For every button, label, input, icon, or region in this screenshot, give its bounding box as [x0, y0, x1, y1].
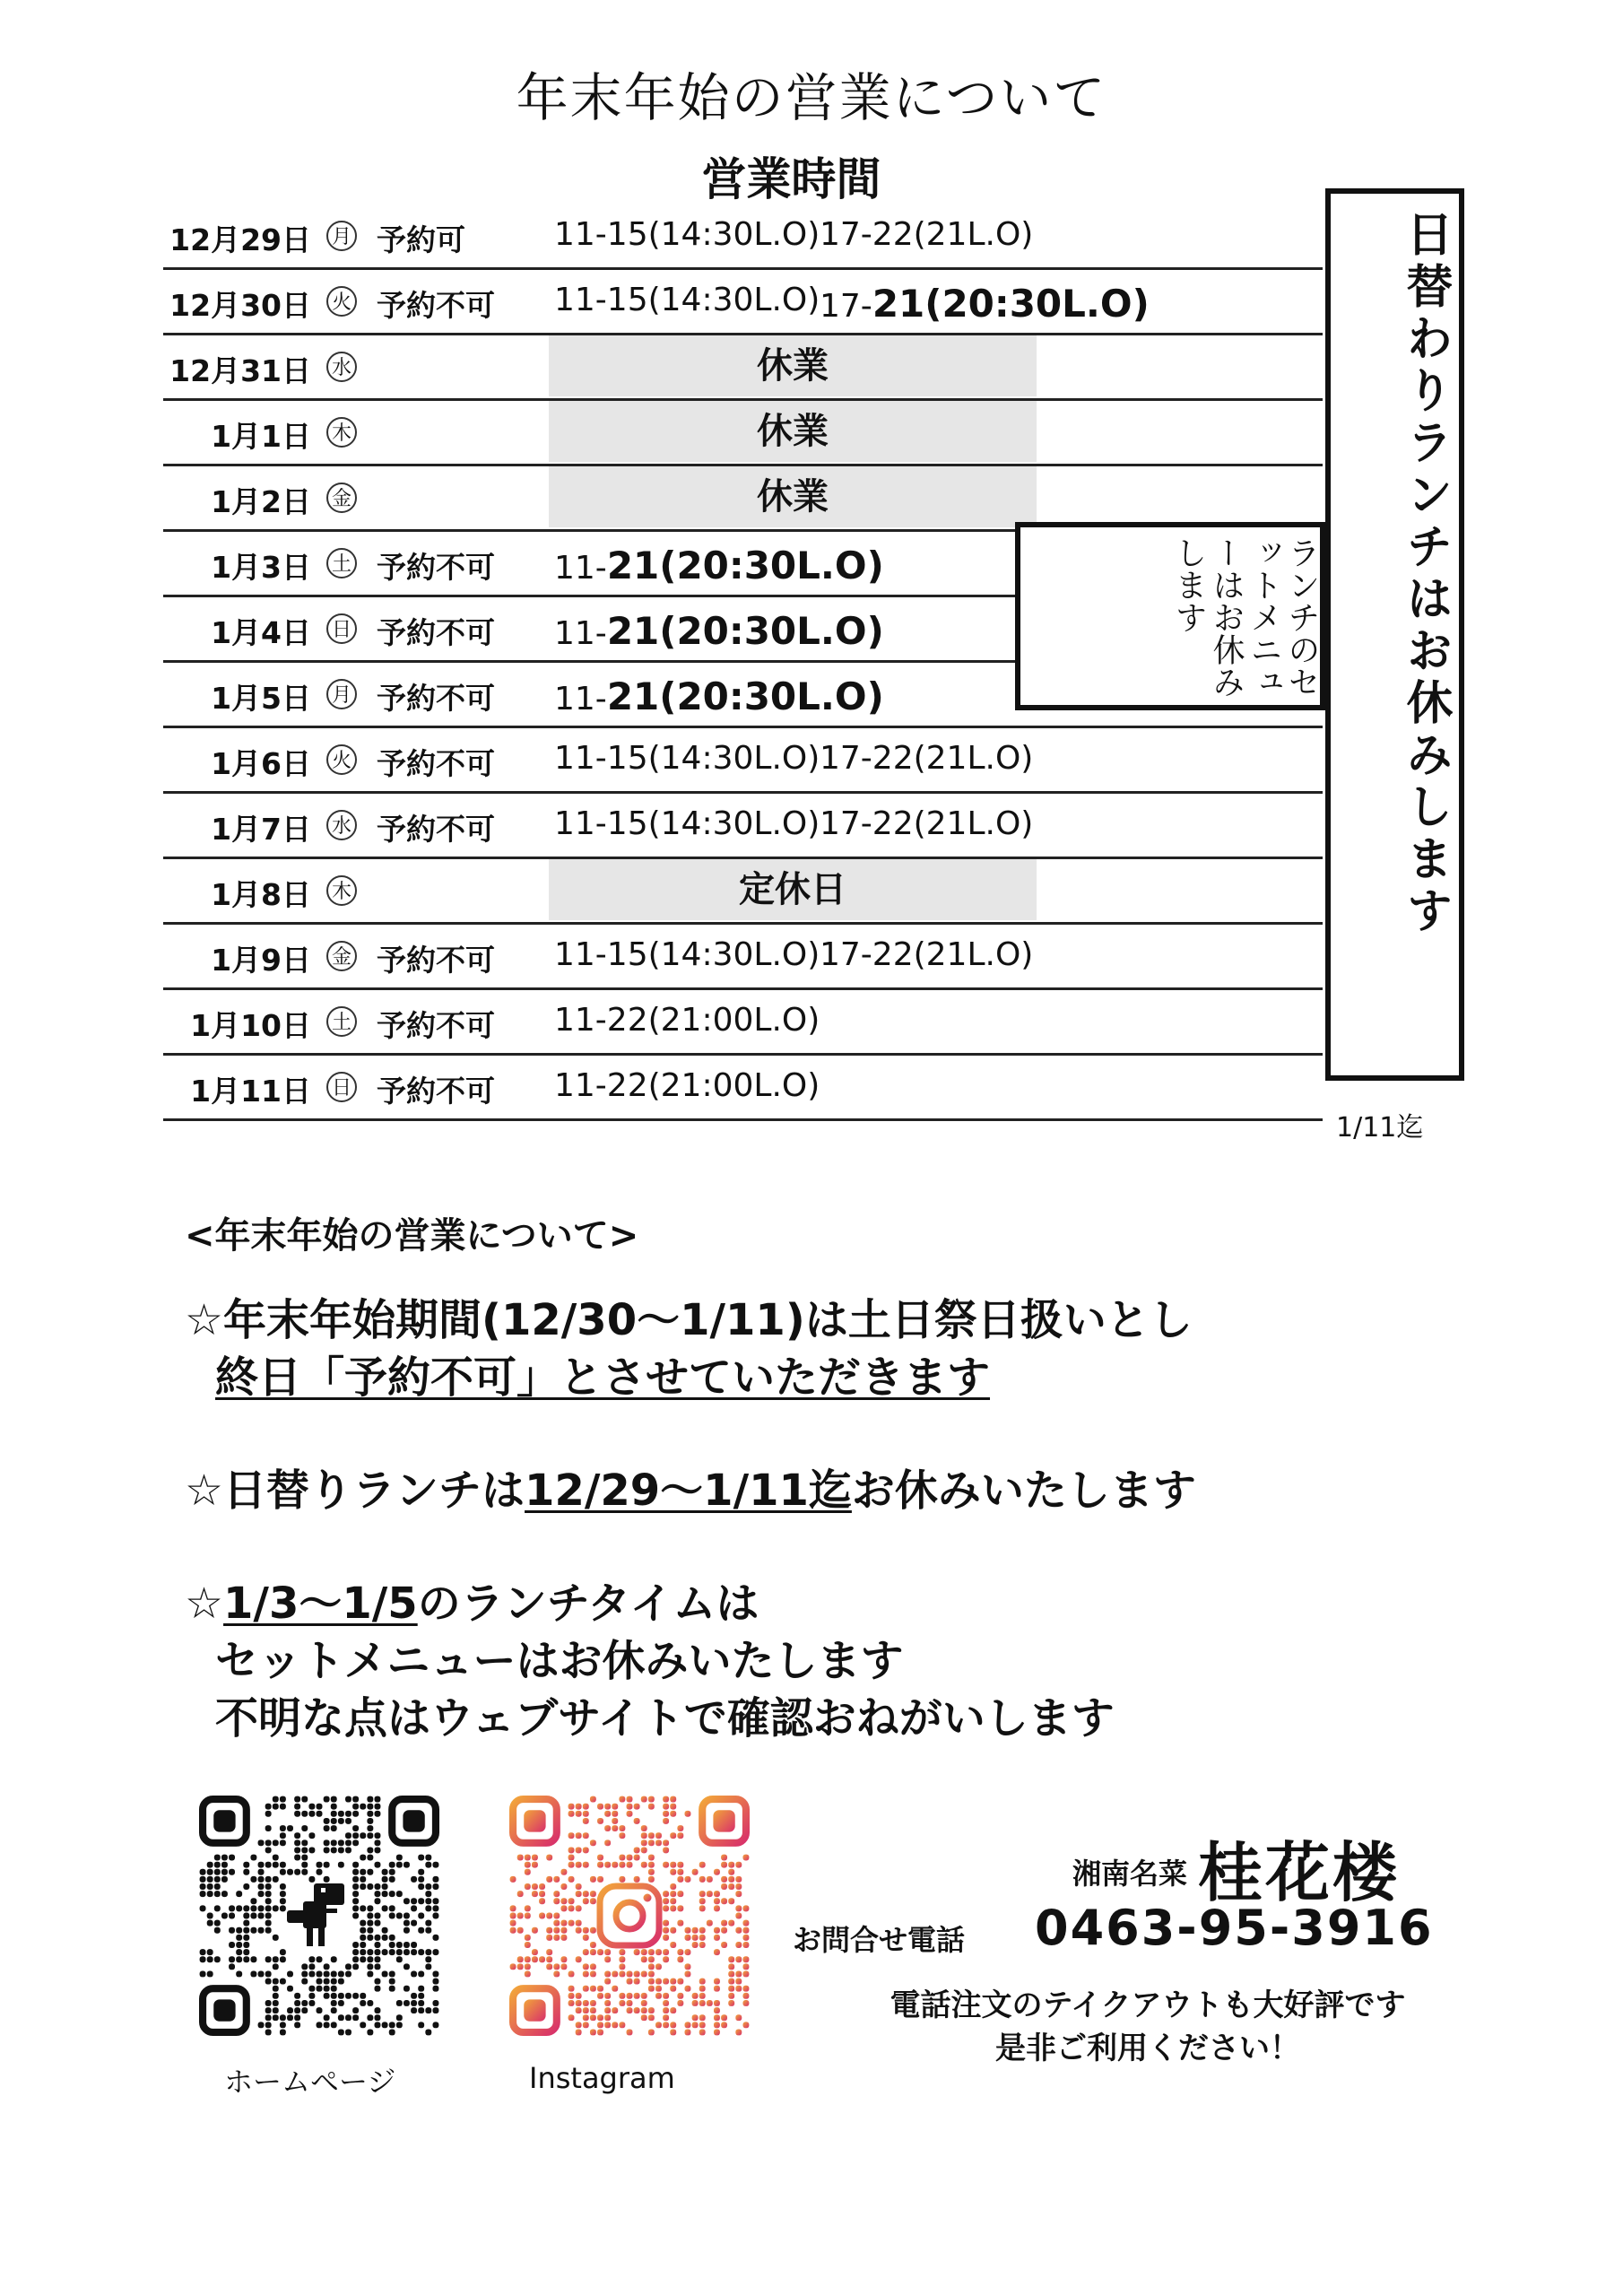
row-time-1: 11-22(21:00L.O)	[554, 1002, 820, 1039]
row-date: 1月1日	[211, 419, 311, 454]
takeout-line-1: 電話注文のテイクアウトも大好評です	[890, 1987, 1406, 2023]
note-1-line-2: 終日「予約不可」とさせていただきます	[215, 1352, 991, 1403]
row-closed: 休業	[549, 466, 1037, 527]
row-weekday: 木	[326, 417, 357, 448]
row-time-2-prefix: 17-	[820, 288, 872, 325]
note-3-star: ☆	[185, 1578, 224, 1629]
row-time-1: 11-22(21:00L.O)	[554, 1067, 820, 1104]
row-weekday: 水	[326, 352, 357, 382]
schedule-row	[163, 270, 1323, 335]
row-weekday: 金	[326, 483, 357, 513]
row-time-1: 11-15(14:30L.O)	[554, 216, 820, 253]
row-date: 1月3日	[211, 550, 311, 585]
note-2	[185, 1462, 1196, 1519]
row-date: 1月11日	[190, 1074, 311, 1109]
schedule-row	[163, 1056, 1323, 1121]
row-reservation: 予約不可	[377, 615, 495, 650]
row-date: 12月31日	[169, 353, 311, 388]
row-time-2	[820, 282, 1150, 326]
row-reservation: 予約不可	[377, 943, 495, 978]
row-time-2: 17-22(21L.O)	[820, 740, 1034, 777]
row-reservation: 予約不可	[377, 1074, 495, 1109]
daily-lunch-notice-text: 日替わりランチはお休みします	[1398, 210, 1452, 938]
note-3-line-3: 不明な点はウェブサイトで確認おねがいします	[215, 1693, 1115, 1744]
row-closed: 休業	[549, 401, 1037, 462]
row-weekday: 月	[326, 679, 357, 709]
row-time-1-prefix: 11-	[554, 615, 607, 652]
row-time-2: 17-22(21L.O)	[820, 805, 1034, 842]
schedule-row	[163, 859, 1323, 925]
row-time-2: 17-22(21L.O)	[820, 216, 1034, 253]
schedule-row	[163, 204, 1323, 270]
row-date: 12月29日	[169, 222, 311, 257]
set-menu-notice-box	[1015, 522, 1325, 710]
row-weekday: 日	[326, 613, 357, 644]
instagram-qr-code[interactable]	[509, 1796, 750, 2036]
schedule-row	[163, 794, 1323, 859]
phone-number[interactable]: 0463-95-3916	[1035, 1900, 1434, 1956]
row-weekday: 火	[326, 286, 357, 317]
row-closed: 休業	[549, 335, 1037, 396]
row-time-1	[554, 544, 884, 587]
contact-label: お問合せ電話	[793, 1923, 966, 1957]
shop-name: 桂花楼	[1198, 1835, 1401, 1910]
shop-subtitle: 湘南名菜	[1072, 1857, 1188, 1891]
row-weekday: 金	[326, 941, 357, 971]
dinosaur-icon	[287, 1883, 344, 1946]
row-reservation: 予約不可	[377, 1008, 495, 1043]
row-time-1: 11-15(14:30L.O)	[554, 740, 820, 777]
note-3-dates: 1/3〜1/5	[223, 1578, 418, 1629]
homepage-qr-code[interactable]	[199, 1796, 439, 2036]
instagram-qr-label: Instagram	[529, 2061, 675, 2095]
row-time-1-bold: 21(20:30L.O)	[606, 609, 884, 653]
row-time-1-prefix: 11-	[554, 681, 607, 718]
schedule-row	[163, 401, 1323, 466]
notes-heading: <年末年始の営業について>	[185, 1215, 639, 1257]
row-time-1	[554, 609, 884, 653]
note-3-line-2: セットメニューはお休みいたします	[215, 1636, 904, 1686]
hours-header: 営業時間	[701, 153, 881, 205]
row-weekday: 木	[326, 875, 357, 906]
row-date: 1月10日	[190, 1008, 311, 1043]
row-weekday: 月	[326, 221, 357, 251]
note-1	[185, 1292, 1193, 1406]
instagram-icon	[600, 1886, 659, 1945]
row-reservation: 予約不可	[377, 550, 495, 585]
schedule-row	[163, 990, 1323, 1056]
row-time-1-bold: 21(20:30L.O)	[606, 544, 884, 587]
schedule-row	[163, 728, 1323, 794]
row-reservation: 予約不可	[377, 681, 495, 716]
row-closed: 定休日	[549, 859, 1037, 920]
takeout-message	[789, 1984, 1506, 2070]
row-weekday: 土	[326, 548, 357, 578]
schedule-row	[163, 925, 1323, 990]
row-time-1: 11-15(14:30L.O)	[554, 805, 820, 842]
note-2-dates: 12/29〜1/11迄	[525, 1465, 852, 1516]
row-time-2-bold: 21(20:30L.O)	[872, 282, 1150, 326]
row-reservation: 予約不可	[377, 746, 495, 781]
row-weekday: 日	[326, 1072, 357, 1102]
note-3-suffix: のランチタイムは	[417, 1578, 759, 1629]
row-weekday: 火	[326, 744, 357, 775]
schedule-row	[163, 335, 1323, 401]
takeout-line-2: 是非ご利用ください！	[995, 2031, 1300, 2066]
row-reservation: 予約可	[377, 222, 465, 257]
row-time-2: 17-22(21L.O)	[820, 936, 1034, 973]
set-menu-notice-text: ランチのセットメニューはお休みします	[1170, 536, 1320, 698]
row-reservation: 予約不可	[377, 288, 495, 323]
row-date: 1月7日	[211, 812, 311, 847]
row-date: 1月4日	[211, 615, 311, 650]
row-date: 1月5日	[211, 681, 311, 716]
row-date: 1月8日	[211, 877, 311, 912]
row-reservation: 予約不可	[377, 812, 495, 847]
row-time-1	[554, 674, 884, 718]
note-3	[185, 1575, 1115, 1747]
row-time-1: 11-15(14:30L.O)	[554, 936, 820, 973]
note-2-suffix: お休みいたします	[851, 1465, 1196, 1516]
page-title: 年末年始の営業について	[516, 67, 1107, 128]
note-1-line-1: ☆年末年始期間(12/30〜1/11)は土日祭日扱いとし	[185, 1295, 1193, 1345]
row-weekday: 水	[326, 810, 357, 840]
row-date: 1月9日	[211, 943, 311, 978]
row-date: 12月30日	[169, 288, 311, 323]
row-date: 1月2日	[211, 484, 311, 519]
homepage-qr-label: ホームページ	[224, 2065, 396, 2099]
until-note: 1/11迄	[1336, 1112, 1424, 1144]
row-time-1-bold: 21(20:30L.O)	[606, 674, 884, 718]
row-time-1: 11-15(14:30L.O)	[554, 282, 820, 318]
note-2-prefix: ☆日替りランチは	[185, 1465, 525, 1516]
daily-lunch-notice-box	[1325, 188, 1464, 1081]
row-date: 1月6日	[211, 746, 311, 781]
row-weekday: 土	[326, 1006, 357, 1037]
row-time-1-prefix: 11-	[554, 550, 607, 587]
